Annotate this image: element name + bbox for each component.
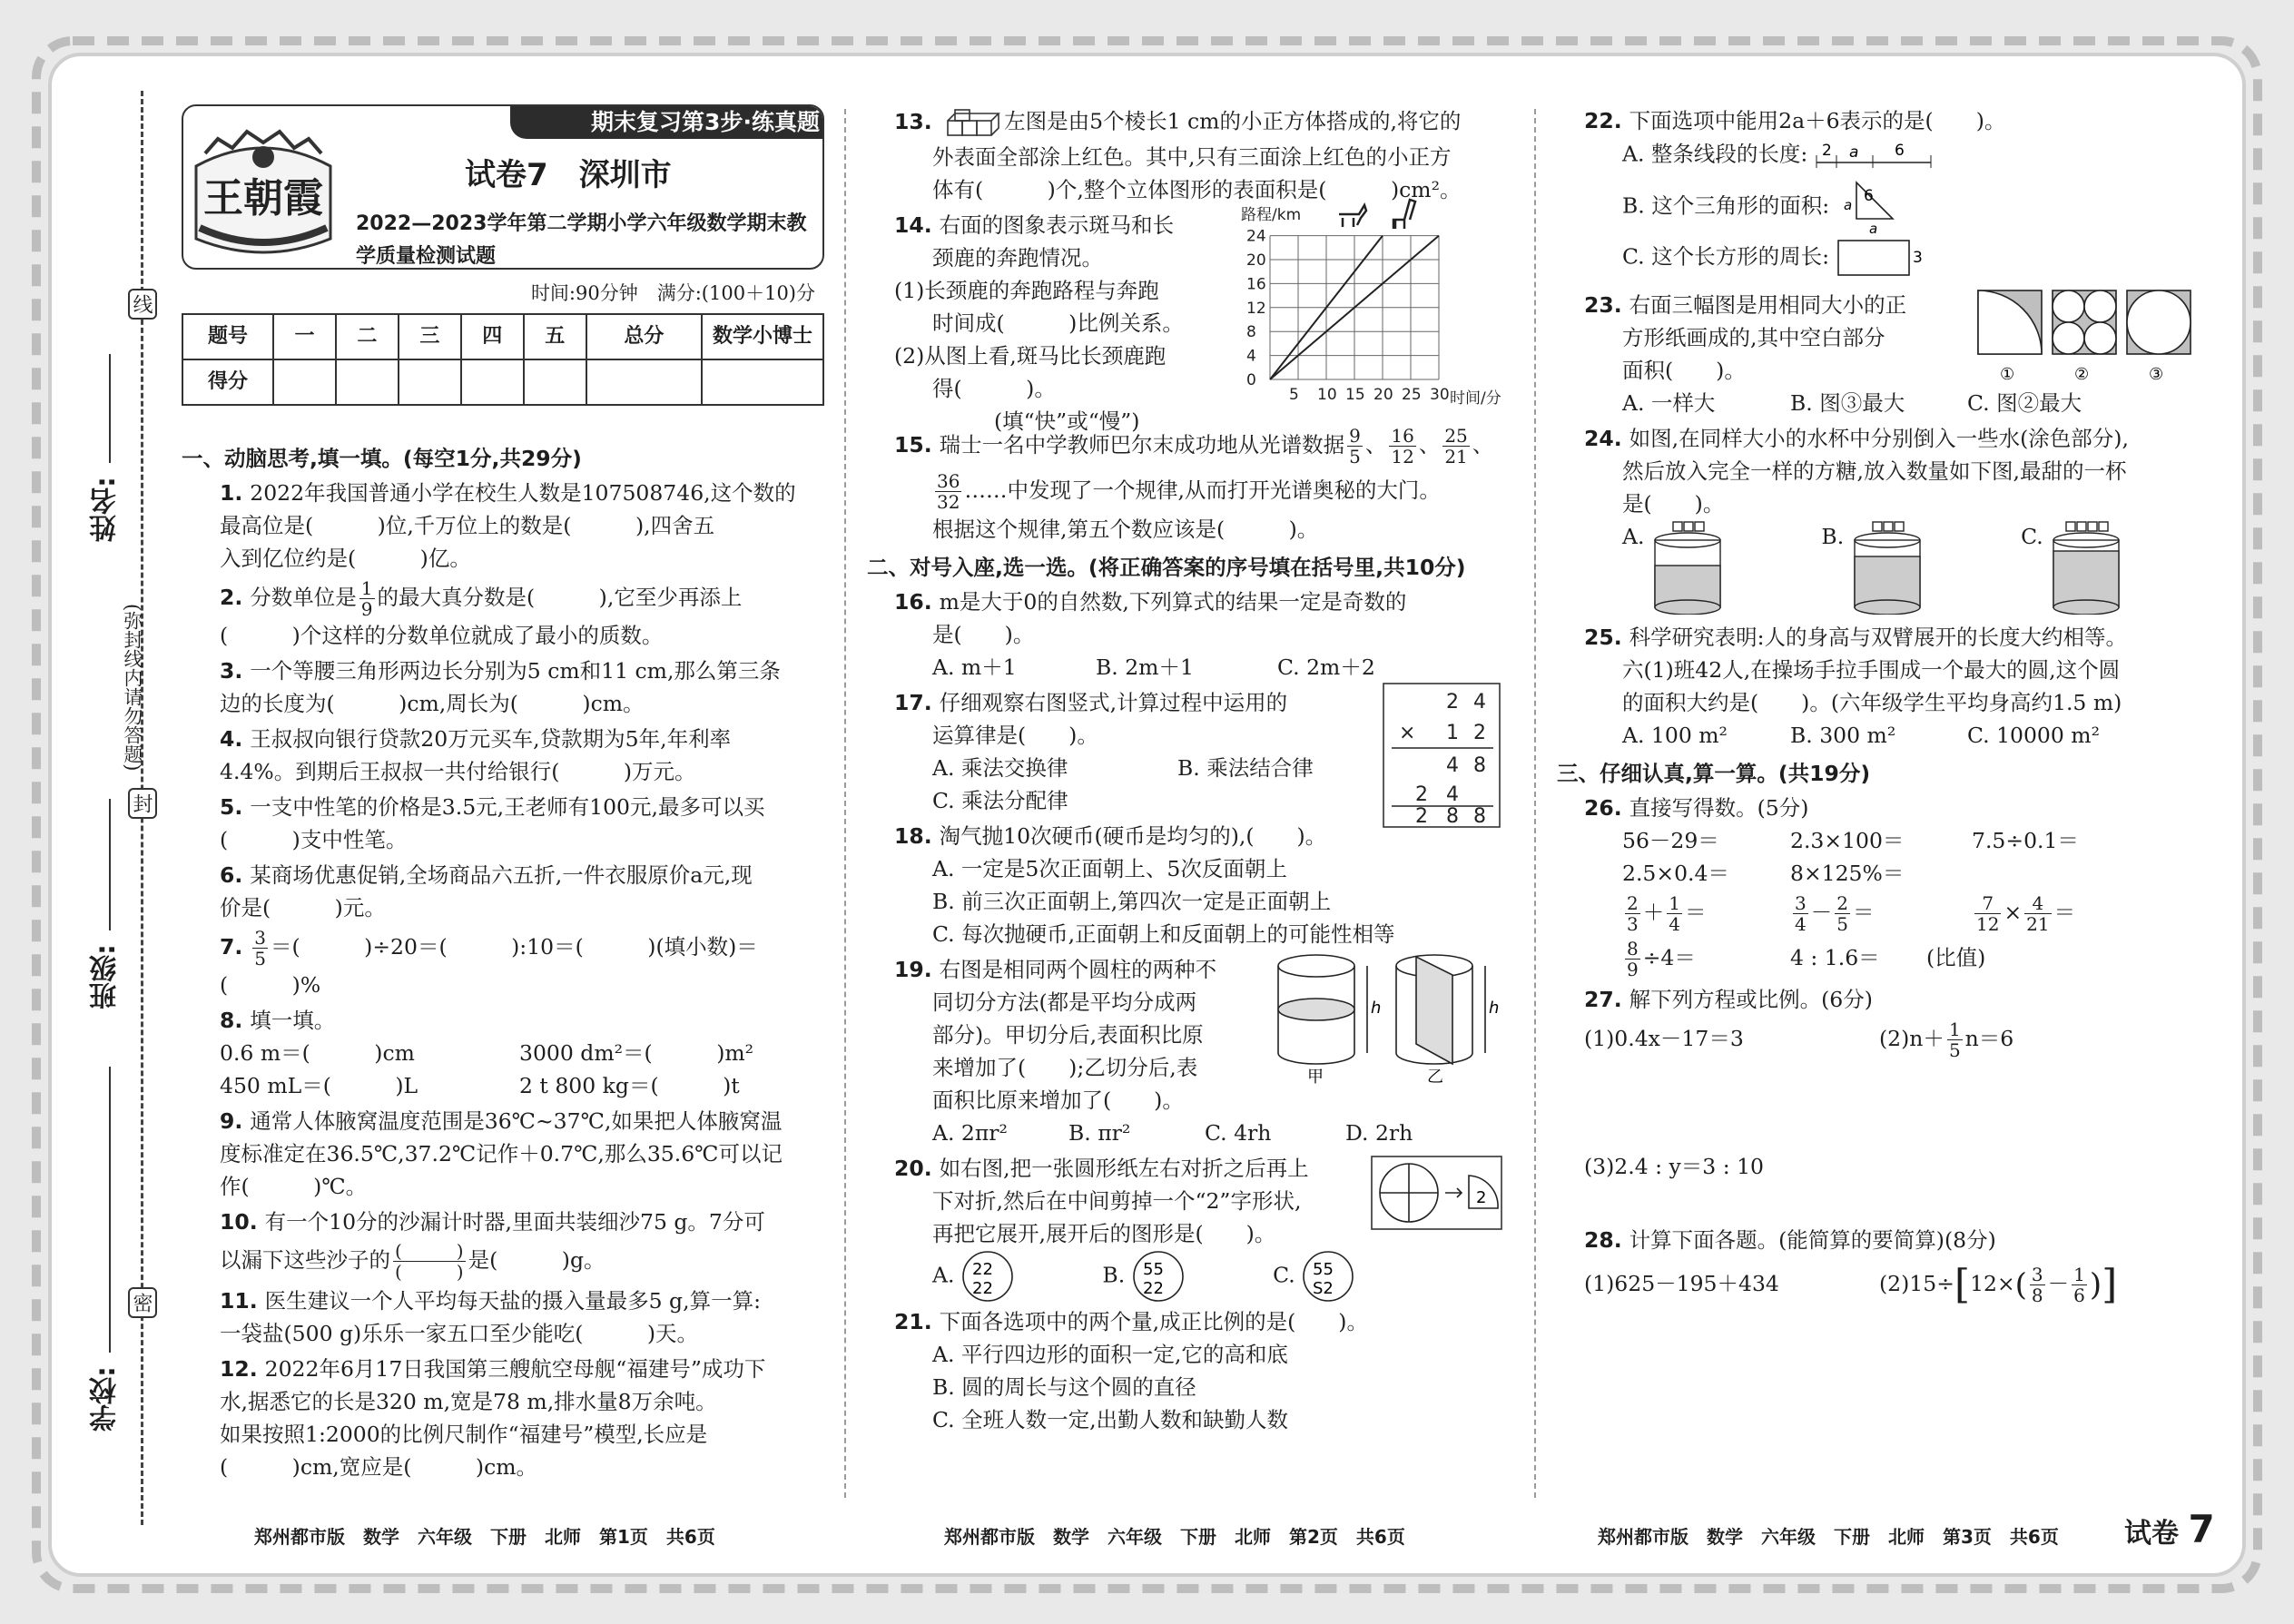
cup-a-figure[interactable] xyxy=(1651,520,1724,615)
question-7: 7. $\frac{3}{5}$ ＝( )÷20＝( ):10＝( )(填小数)＝ ( )% xyxy=(220,927,758,998)
column-3 xyxy=(1557,104,2201,1315)
school-label: 学校: xyxy=(90,1366,122,1432)
exam-subtitle: 2022—2023学年第二学期小学六年级数学期末教学质量检测试题 xyxy=(356,212,807,268)
school-field[interactable] xyxy=(109,1067,111,1353)
option-b[interactable]: B. xyxy=(1821,524,1845,549)
fraction: ( ) ( ) xyxy=(395,1240,464,1283)
section-3-title: 三、仔细认真,算一算。(共19分) xyxy=(1557,761,1871,786)
question-3: 3. 一个等腰三角形两边长分别为5 cm和11 cm,那么第三条 边的长度为( )cm,周长为( )cm。 xyxy=(220,658,781,716)
question-19: 19. 右图是相同两个圆柱的两种不 同切分方法(都是平均分成两 部分)。甲切分后,表面积比原 来增加了( );乙切分后,表 面积比原来增加了( )。 A. 2πr² B. πr² C. 4rh D. 2rh h h 甲 乙 xyxy=(894,953,1511,1149)
question-20: 20. 如右图,把一张圆形纸左右对折之后再上 下对折,然后在中间剪掉一个“2”字形状, 再把它展开,展开后的图形是( )。 A. 22 22 B. 55 22 C. 55 S2 2 xyxy=(894,1152,1511,1303)
svg-text:乙: 乙 xyxy=(1427,1068,1443,1087)
option-d[interactable]: D. 2rh xyxy=(1345,1120,1413,1146)
question-18: 18. 淘气抛10次硬币(硬币是均匀的),( )。 A. 一定是5次正面朝上、5次反面朝上 B. 前三次正面朝上,第四次一定是正面朝上 C. 每次抛硬币,正面朝上和反面朝上的可能性相等 xyxy=(894,820,1511,950)
chart-x-tick: 25 xyxy=(1402,386,1422,404)
exam-header xyxy=(182,104,824,270)
svg-text:a: a xyxy=(1848,143,1859,162)
question-13: 13. 左图是由5个棱长1 cm的小正方体搭成的,将它的 外表面全部涂上红色。其中,只有三面涂上红色的小正方 体有( )个,整个立体图形的表面积是( )cm²。 xyxy=(894,104,1511,206)
seal-mark-feng: 封 xyxy=(128,788,157,819)
svg-text:8: 8 xyxy=(1446,805,1459,828)
question-15: 15. 瑞士一名中学教师巴尔末成功地从光谱数据 $\frac{9}{5}$ 、 $\frac{16}{12}$ 、 $\frac{25}{21}$ 、 $\frac{36}{32}$ ……中发现了一个规律,从而打开光谱奥秘的大门。 根据这个规律,第五个数应该是( )。 xyxy=(894,425,1494,542)
chart-y-tick: 20 xyxy=(1246,251,1266,270)
question-24: 24. 如图,在同样大小的水杯中分别倒入一些水(涂色部分), 然后放入完全一样的方糖,放入数量如下图,最甜的一杯 是( )。 A. B. C. xyxy=(1584,422,2201,618)
svg-text:22: 22 xyxy=(971,1279,993,1298)
score-header-cell: 四 xyxy=(461,314,524,359)
svg-text:55: 55 xyxy=(1142,1260,1164,1279)
chart-y-tick: 0 xyxy=(1246,371,1256,389)
question-1: 1. 2022年我国普通小学在校生人数是107508746,这个数的 最高位是( )位,千万位上的数是( ),四舍五 入到亿位约是( )亿。 xyxy=(220,480,796,571)
svg-text:22: 22 xyxy=(1142,1279,1164,1298)
svg-text:h: h xyxy=(1489,999,1500,1018)
option-a[interactable]: A. 100 m² xyxy=(1622,723,1728,748)
option-b[interactable]: B. 前三次正面朝上,第四次一定是正面朝上 xyxy=(932,889,1332,914)
question-16: 16. m是大于0的自然数,下列算式的结果一定是奇数的 是( )。 A. m＋1 B. 2m＋1 C. 2m＋2 xyxy=(894,586,1511,684)
svg-text:55: 55 xyxy=(1313,1260,1334,1279)
chart-x-tick: 30 xyxy=(1430,386,1450,404)
option-b[interactable]: B. 2m＋1 xyxy=(1096,655,1194,680)
question-8: 8. 填一填。 0.6 m＝( )cm 3000 dm²＝( )m² 450 mL＝( )L 2 t 800 kg＝( )t xyxy=(220,1008,754,1098)
question-28: 28. 计算下面各题。(能简算的要简算)(8分) (1)625－195＋434 (2)15÷[12×( $\frac{3}{8}$ － $\frac{1}{6}$ )] xyxy=(1584,1227,2118,1308)
svg-text:2: 2 xyxy=(1415,783,1428,806)
option-b[interactable]: B. 300 m² xyxy=(1790,723,1896,748)
section-1-title: 一、动脑思考,填一填。(每空1分,共29分) xyxy=(182,446,582,471)
question-23: 23. 右面三幅图是用相同大小的正 方形纸画成的,其中空白部分 面积( )。 A. 一样大 B. 图③最大 C. 图②最大 ① ② ③ xyxy=(1584,289,2201,419)
option-a[interactable]: A. 平行四边形的面积一定,它的高和底 xyxy=(932,1342,1288,1367)
score-header-cell: 五 xyxy=(524,314,586,359)
question-10: 10. 有一个10分的沙漏计时器,里面共装细沙75 g。7分可 以漏下这些沙子的 ( ) ( ) 是( )g。 xyxy=(220,1209,765,1283)
svg-text:S2: S2 xyxy=(1313,1279,1334,1298)
option-c[interactable]: C. xyxy=(2021,524,2043,549)
brand-logo-seal xyxy=(187,112,340,264)
column-separator xyxy=(1534,109,1536,1498)
class-field[interactable] xyxy=(109,799,111,930)
segment-figure xyxy=(1815,137,1933,173)
chart-x-tick: 20 xyxy=(1373,386,1393,404)
score-cell[interactable] xyxy=(524,359,586,405)
fraction: $\frac{9}{5}$ xyxy=(1349,425,1361,468)
paper-number: 试卷 7 xyxy=(2124,1507,2215,1551)
svg-text:8: 8 xyxy=(1473,805,1486,828)
question-5: 5. 一支中性笔的价格是3.5元,王老师有100元,最多可以买 ( )支中性笔。 xyxy=(220,794,765,852)
option-b[interactable]: B. 这个三角形的面积: xyxy=(1622,192,1830,219)
column-2 xyxy=(867,104,1511,1439)
score-cell[interactable] xyxy=(399,359,461,405)
score-cell[interactable] xyxy=(273,359,336,405)
option-b-figure[interactable] xyxy=(1132,1250,1185,1303)
svg-text:2: 2 xyxy=(1473,722,1486,744)
score-header-cell: 一 xyxy=(273,314,336,359)
header-band: 期末复习第3步·练真题 xyxy=(510,106,824,139)
question-14: 14. 右面的图象表示斑马和长 颈鹿的奔跑情况。 (1)长颈鹿的奔跑路程与奔跑 时间成( )比例关系。 (2)从图上看,斑马比长颈鹿跑 得( )。 (填“快”或“慢”) 5 10 15 20 25 30 0 4 8 12 16 20 24 路程/km 时间/分 xyxy=(894,209,1511,419)
svg-text:1: 1 xyxy=(1446,722,1459,744)
option-c[interactable]: C. 2m＋2 xyxy=(1277,655,1375,680)
chart-x-tick: 10 xyxy=(1317,386,1337,404)
speed-chart xyxy=(1223,198,1504,416)
chart-x-label: 时间/分 xyxy=(1450,389,1501,408)
option-a[interactable]: A. xyxy=(932,1262,955,1288)
score-cell[interactable] xyxy=(461,359,524,405)
chart-x-tick: 5 xyxy=(1289,386,1299,404)
option-a[interactable]: A. m＋1 xyxy=(932,655,1017,680)
score-table xyxy=(182,313,824,406)
option-c[interactable]: C. 4rh xyxy=(1205,1120,1272,1146)
column-1 xyxy=(182,104,824,1486)
fraction: $\frac{1}{9}$ xyxy=(360,577,373,620)
cylinder-cut-figure xyxy=(1271,946,1507,1091)
score-table-row xyxy=(182,359,823,405)
question-27: 27. 解下列方程或比例。(6分) (1)0.4x－17＝3 (2)n＋ $\frac{1}{5}$ n＝6 (3)2.4 : y＝3 : 10 xyxy=(1584,987,2014,1179)
svg-text:8: 8 xyxy=(1473,754,1486,777)
option-c[interactable]: C. 这个长方形的周长: xyxy=(1622,243,1830,270)
score-header-cell: 三 xyxy=(399,314,461,359)
svg-text:2: 2 xyxy=(1821,142,1832,160)
seal-mark-mi: 密 xyxy=(128,1287,157,1318)
question-4: 4. 王叔叔向银行贷款20万元买车,贷款期为5年,年利率 4.4%。到期后王叔叔一共付给银行( )万元。 xyxy=(220,726,732,784)
exam-title: 试卷7 深圳市 xyxy=(465,157,672,193)
question-9: 9. 通常人体腋窝温度范围是36℃~37℃,如果把人体腋窝温 度标准定在36.5℃,37.2℃记作＋0.7℃,那么35.6℃可以记 作( )℃。 xyxy=(220,1108,783,1199)
score-header-cell: 题号 xyxy=(182,314,273,359)
fraction: $\frac{16}{12}$ xyxy=(1391,425,1414,468)
option-b[interactable]: B. 图③最大 xyxy=(1790,390,1905,416)
question-12: 12. 2022年6月17日我国第三艘航空母舰“福建号”成功下 水,据悉它的长是320 m,宽是78 m,排水量8万余吨。 如果按照1:2000的比例尺制作“福建号”模型,长应是 ( )cm,宽应是( )cm。 xyxy=(220,1356,766,1480)
score-header-cell: 数学小博士 xyxy=(702,314,823,359)
svg-text:①: ① xyxy=(2000,365,2015,384)
chart-y-tick: 8 xyxy=(1246,323,1256,342)
chart-y-tick: 24 xyxy=(1246,227,1266,246)
option-c[interactable]: C. 10000 m² xyxy=(1967,723,2101,748)
svg-text:甲: 甲 xyxy=(1307,1068,1324,1087)
section-2-title: 二、对号入座,选一选。(将正确答案的序号填在括号里,共10分) xyxy=(867,555,1466,580)
option-a[interactable]: A. 整条线段的长度: xyxy=(1622,141,1808,167)
svg-text:×: × xyxy=(1399,722,1416,744)
svg-text:②: ② xyxy=(2074,365,2090,384)
fraction: $\frac{36}{32}$ xyxy=(937,470,960,513)
option-a[interactable]: A. 乘法交换律 xyxy=(932,755,1068,781)
option-b[interactable]: B. xyxy=(1102,1262,1126,1288)
chart-y-tick: 16 xyxy=(1246,275,1266,294)
vertical-multiplication-figure xyxy=(1383,683,1501,828)
question-25: 25. 科学研究表明:人的身高与双臂展开的长度大约相等。 六(1)班42人,在操场手拉手围成一个最大的圆,这个圆 的面积大约是( )。(六年级学生平均身高约1.5 m) A. 100 m² B. 300 m² C. 10000 m² xyxy=(1584,621,2201,752)
time-score: 时间:90分钟 满分:(100＋10)分 xyxy=(530,282,815,304)
score-cell[interactable] xyxy=(336,359,399,405)
svg-text:2: 2 xyxy=(1415,805,1428,828)
option-c[interactable]: C. 每次抛硬币,正面朝上和反面朝上的可能性相等 xyxy=(932,921,1395,947)
seal-mark-xian: 线 xyxy=(128,289,157,320)
svg-text:2: 2 xyxy=(1476,1188,1487,1207)
score-header-cell: 二 xyxy=(336,314,399,359)
svg-text:h: h xyxy=(1371,999,1382,1018)
question-6: 6. 某商场优惠促销,全场商品六五折,一件衣服原价a元,现 价是( )元。 xyxy=(220,862,753,920)
question-11: 11. 医生建议一个人平均每天盐的摄入量最多5 g,算一算: 一袋盐(500 g)乐乐一家五口至少能吃( )天。 xyxy=(220,1288,761,1346)
svg-text:4: 4 xyxy=(1446,754,1459,777)
question-22: 22. 下面选项中能用2a＋6表示的是( )。 A. 整条线段的长度: 2 a 6 B. 这个三角形的面积: 6 a a C. 这个长方形的周长: 3 xyxy=(1584,104,2201,286)
option-c[interactable]: C. 乘法分配律 xyxy=(932,788,1068,813)
option-c[interactable]: C. 全班人数一定,出勤人数和缺勤人数 xyxy=(932,1407,1289,1432)
footer-page-2: 郑州都市版 数学 六年级 下册 北师 第2页 共6页 xyxy=(944,1526,1405,1548)
chart-y-tick: 4 xyxy=(1246,347,1256,366)
svg-text:6: 6 xyxy=(1894,142,1905,160)
squares-figure xyxy=(1976,289,2194,390)
svg-text:6: 6 xyxy=(1863,187,1874,205)
name-label: 姓名: xyxy=(90,477,122,542)
option-a[interactable]: A. 一定是5次正面朝上、5次反面朝上 xyxy=(932,856,1287,881)
svg-text:a: a xyxy=(1843,197,1852,213)
option-b[interactable]: B. πr² xyxy=(1068,1120,1131,1146)
svg-text:③: ③ xyxy=(2149,365,2164,384)
option-b[interactable]: B. 圆的周长与这个圆的直径 xyxy=(932,1374,1196,1400)
option-c-figure[interactable] xyxy=(1302,1250,1354,1303)
chart-y-tick: 12 xyxy=(1246,299,1266,318)
svg-text:2: 2 xyxy=(1446,691,1459,714)
option-c[interactable]: C. 图②最大 xyxy=(1967,390,2082,416)
question-26: 26. 直接写得数。(5分) 56－29＝ 2.3×100＝ 7.5÷0.1＝ 2.5×0.4＝ 8×125%＝ $\frac{2}{3}$ ＋ $\frac{1}{4}$ ＝ $\frac{3}{4}$ － $\frac{2}{5}$ ＝ $\frac{7}{12}$ × $\frac{4}{21}$ ＝ $\frac{8}{9}$ ÷4＝ 4 : 1.6＝ (比值) xyxy=(1584,795,2079,980)
cup-b-figure[interactable] xyxy=(1851,520,1924,615)
score-row-label: 得分 xyxy=(182,359,273,405)
option-a[interactable]: A. 2πr² xyxy=(932,1120,1008,1146)
option-a-figure[interactable] xyxy=(961,1250,1014,1303)
svg-text:22: 22 xyxy=(971,1260,993,1279)
cube-stack-figure xyxy=(946,104,1004,141)
chart-x-tick: 15 xyxy=(1345,386,1365,404)
fraction: $\frac{3}{5}$ xyxy=(254,927,267,969)
svg-text:3: 3 xyxy=(1912,249,1923,267)
score-header-cell: 总分 xyxy=(586,314,702,359)
footer-page-3: 郑州都市版 数学 六年级 下册 北师 第3页 共6页 xyxy=(1598,1526,2059,1548)
svg-text:4: 4 xyxy=(1446,783,1459,806)
class-label: 班级: xyxy=(90,944,122,1009)
option-b[interactable]: B. 乘法结合律 xyxy=(1177,755,1314,781)
zebra-icon xyxy=(1339,205,1366,227)
giraffe-icon xyxy=(1393,200,1415,229)
footer-page-1: 郑州都市版 数学 六年级 下册 北师 第1页 共6页 xyxy=(254,1526,715,1548)
fraction: $\frac{25}{21}$ xyxy=(1444,425,1468,468)
rectangle-figure xyxy=(1836,235,1927,281)
seal-note: (弥封线内请勿答题) xyxy=(122,604,143,772)
logo-text: 王朝霞 xyxy=(203,175,323,221)
score-cell[interactable] xyxy=(586,359,702,405)
paper-fold-figure xyxy=(1371,1156,1502,1230)
option-c[interactable]: C. xyxy=(1273,1262,1295,1288)
question-21: 21. 下面各选项中的两个量,成正比例的是( )。 A. 平行四边形的面积一定,它的高和底 B. 圆的周长与这个圆的直径 C. 全班人数一定,出勤人数和缺勤人数 xyxy=(894,1305,1511,1436)
svg-text:a: a xyxy=(1868,221,1877,235)
question-2: 2. 分数单位是 $\frac{1}{9}$ 的最大真分数是( ),它至少再添上 ( )个这样的分数单位就成了最小的质数。 xyxy=(220,577,743,648)
name-field[interactable] xyxy=(109,354,111,463)
column-separator xyxy=(844,109,846,1498)
option-a[interactable]: A. xyxy=(1622,524,1645,549)
triangle-figure xyxy=(1836,179,1900,235)
svg-text:4: 4 xyxy=(1473,691,1486,714)
score-cell[interactable] xyxy=(702,359,823,405)
cup-c-figure[interactable] xyxy=(2050,520,2122,615)
chart-y-label: 路程/km xyxy=(1241,206,1302,224)
question-17: 17. 仔细观察右图竖式,计算过程中运用的 运算律是( )。 A. 乘法交换律 B. 乘法结合律 C. 乘法分配律 2 4 × 1 2 4 8 2 4 2 8 8 xyxy=(894,686,1511,817)
option-a[interactable]: A. 一样大 xyxy=(1622,390,1716,416)
score-table-header-row xyxy=(182,314,823,359)
